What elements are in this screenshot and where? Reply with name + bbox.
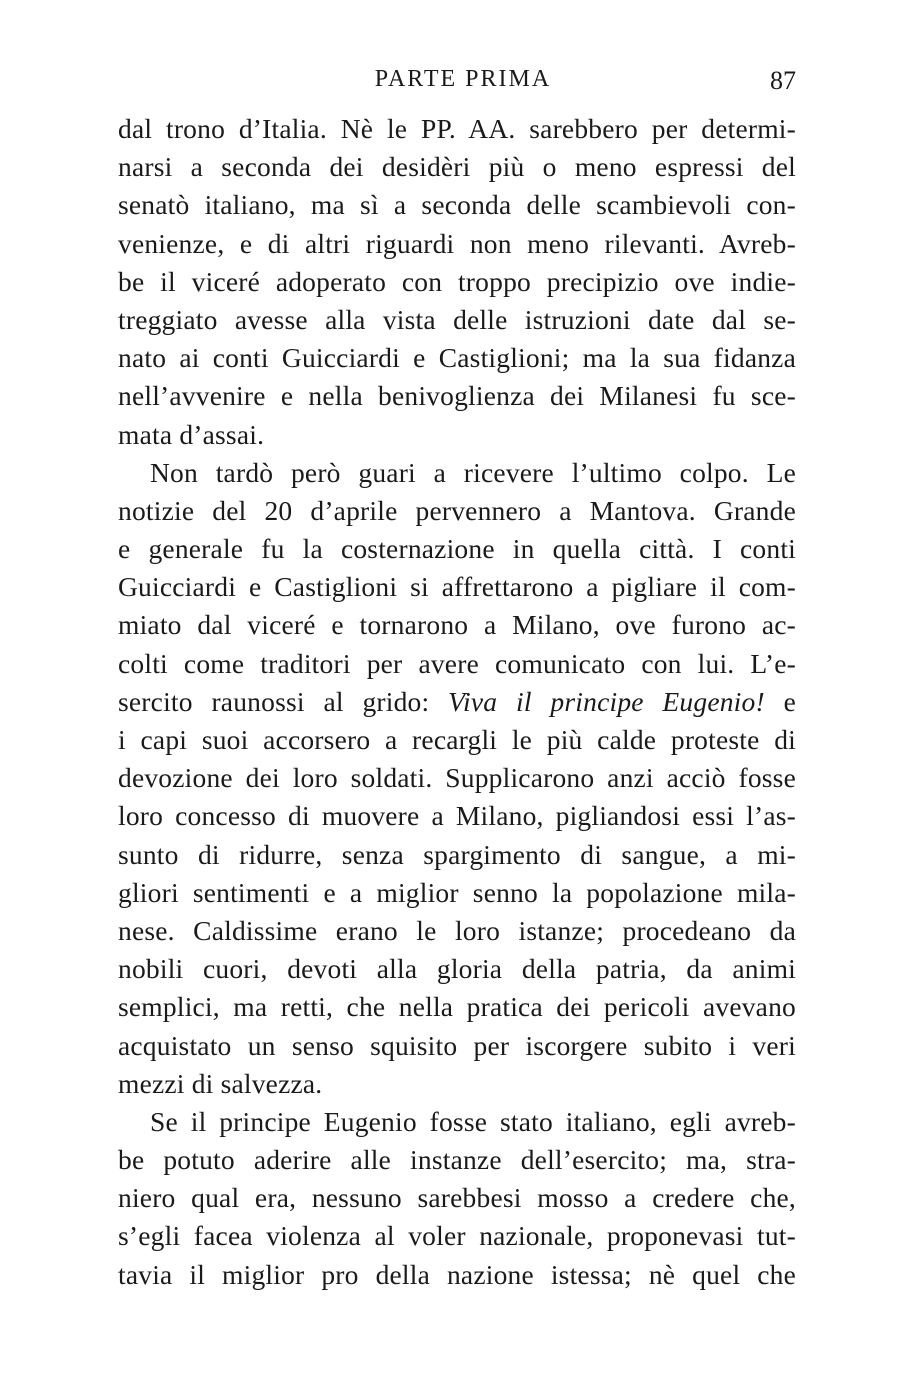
text-line: acquistato un senso squisito per iscorgere subito i veri bbox=[118, 1029, 796, 1061]
text-line: sunto di ridurre, senza spargimento di sangue, a mi- bbox=[118, 838, 796, 870]
text-line: semplici, ma retti, che nella pratica dei pericoli avevano bbox=[118, 991, 796, 1023]
text-line: Non tardò però guari a ricevere l’ultimo colpo. Le bbox=[150, 456, 796, 488]
text-line: niero qual era, nessuno sarebbesi mosso a credere che, bbox=[118, 1182, 796, 1214]
text-line: be potuto aderire alle instanze dell’esercito; ma, stra- bbox=[118, 1144, 796, 1176]
body-text bbox=[118, 110, 796, 1294]
text-line: treggiato avesse alla vista delle istruzioni date dal se- bbox=[118, 303, 796, 335]
text-line: loro concesso di muovere a Milano, pigliandosi essi l’as- bbox=[118, 800, 796, 832]
text-line: s’egli facea violenza al voler nazionale, proponevasi tut- bbox=[118, 1220, 796, 1252]
text-line: nell’avvenire e nella benivoglienza dei Milanesi fu sce- bbox=[118, 380, 796, 412]
text-line: devozione dei loro soldati. Supplicarono anzi acciò fosse bbox=[118, 762, 796, 794]
text-line: gliori sentimenti e a miglior senno la popolazione mila- bbox=[118, 876, 796, 908]
text-line: nobili cuori, devoti alla gloria della patria, da animi bbox=[118, 953, 796, 985]
text-line: colti come traditori per avere comunicato con lui. L’e- bbox=[118, 647, 796, 679]
text-line: dal trono d’Italia. Nè le PP. AA. sarebbero per determi- bbox=[118, 113, 796, 144]
text-line: Guicciardi e Castiglioni si affrettarono a pigliare il com- bbox=[118, 571, 796, 603]
text-line: narsi a seconda dei desidèri più o meno espressi del bbox=[118, 151, 796, 183]
text-line: miato dal viceré e tornarono a Milano, ove furono ac- bbox=[118, 609, 796, 641]
text-line: mata d’assai. bbox=[118, 418, 265, 450]
text-line: senatò italiano, ma sì a seconda delle scambievoli con- bbox=[118, 189, 796, 221]
text-line: nato ai conti Guicciardi e Castiglioni; ma la sua fidanza bbox=[118, 342, 796, 374]
text-line: mezzi di salvezza. bbox=[118, 1067, 323, 1099]
text-line: i capi suoi accorsero a recargli le più calde proteste di bbox=[118, 724, 796, 755]
paragraph bbox=[118, 1103, 796, 1294]
text-span: e bbox=[764, 685, 796, 717]
text-line: tavia il miglior pro della nazione istessa; nè quel che bbox=[118, 1258, 796, 1290]
running-title: PARTE PRIMA bbox=[374, 66, 552, 92]
text-line: Se il principe Eugenio fosse stato italiano, egli avreb- bbox=[150, 1105, 796, 1137]
text-line: venienze, e di altri riguardi non meno rilevanti. Avreb- bbox=[118, 227, 796, 259]
text-line-with-italic bbox=[118, 683, 796, 721]
page-number: 87 bbox=[770, 66, 796, 95]
page-header bbox=[118, 66, 796, 102]
text-line: notizie del 20 d’aprile pervennero a Mantova. Grande bbox=[118, 494, 796, 526]
text-span: sercito raunossi al grido: bbox=[118, 685, 449, 717]
paragraph bbox=[118, 454, 796, 1103]
text-line: e generale fu la costernazione in quella città. I conti bbox=[118, 533, 796, 565]
text-line: be il viceré adoperato con troppo precipizio ove indie- bbox=[118, 265, 796, 297]
italic-exclamation: Viva il principe Eugenio! bbox=[448, 685, 765, 717]
paragraph bbox=[118, 110, 796, 454]
text-line: nese. Caldissime erano le loro istanze; procedeano da bbox=[118, 914, 796, 946]
